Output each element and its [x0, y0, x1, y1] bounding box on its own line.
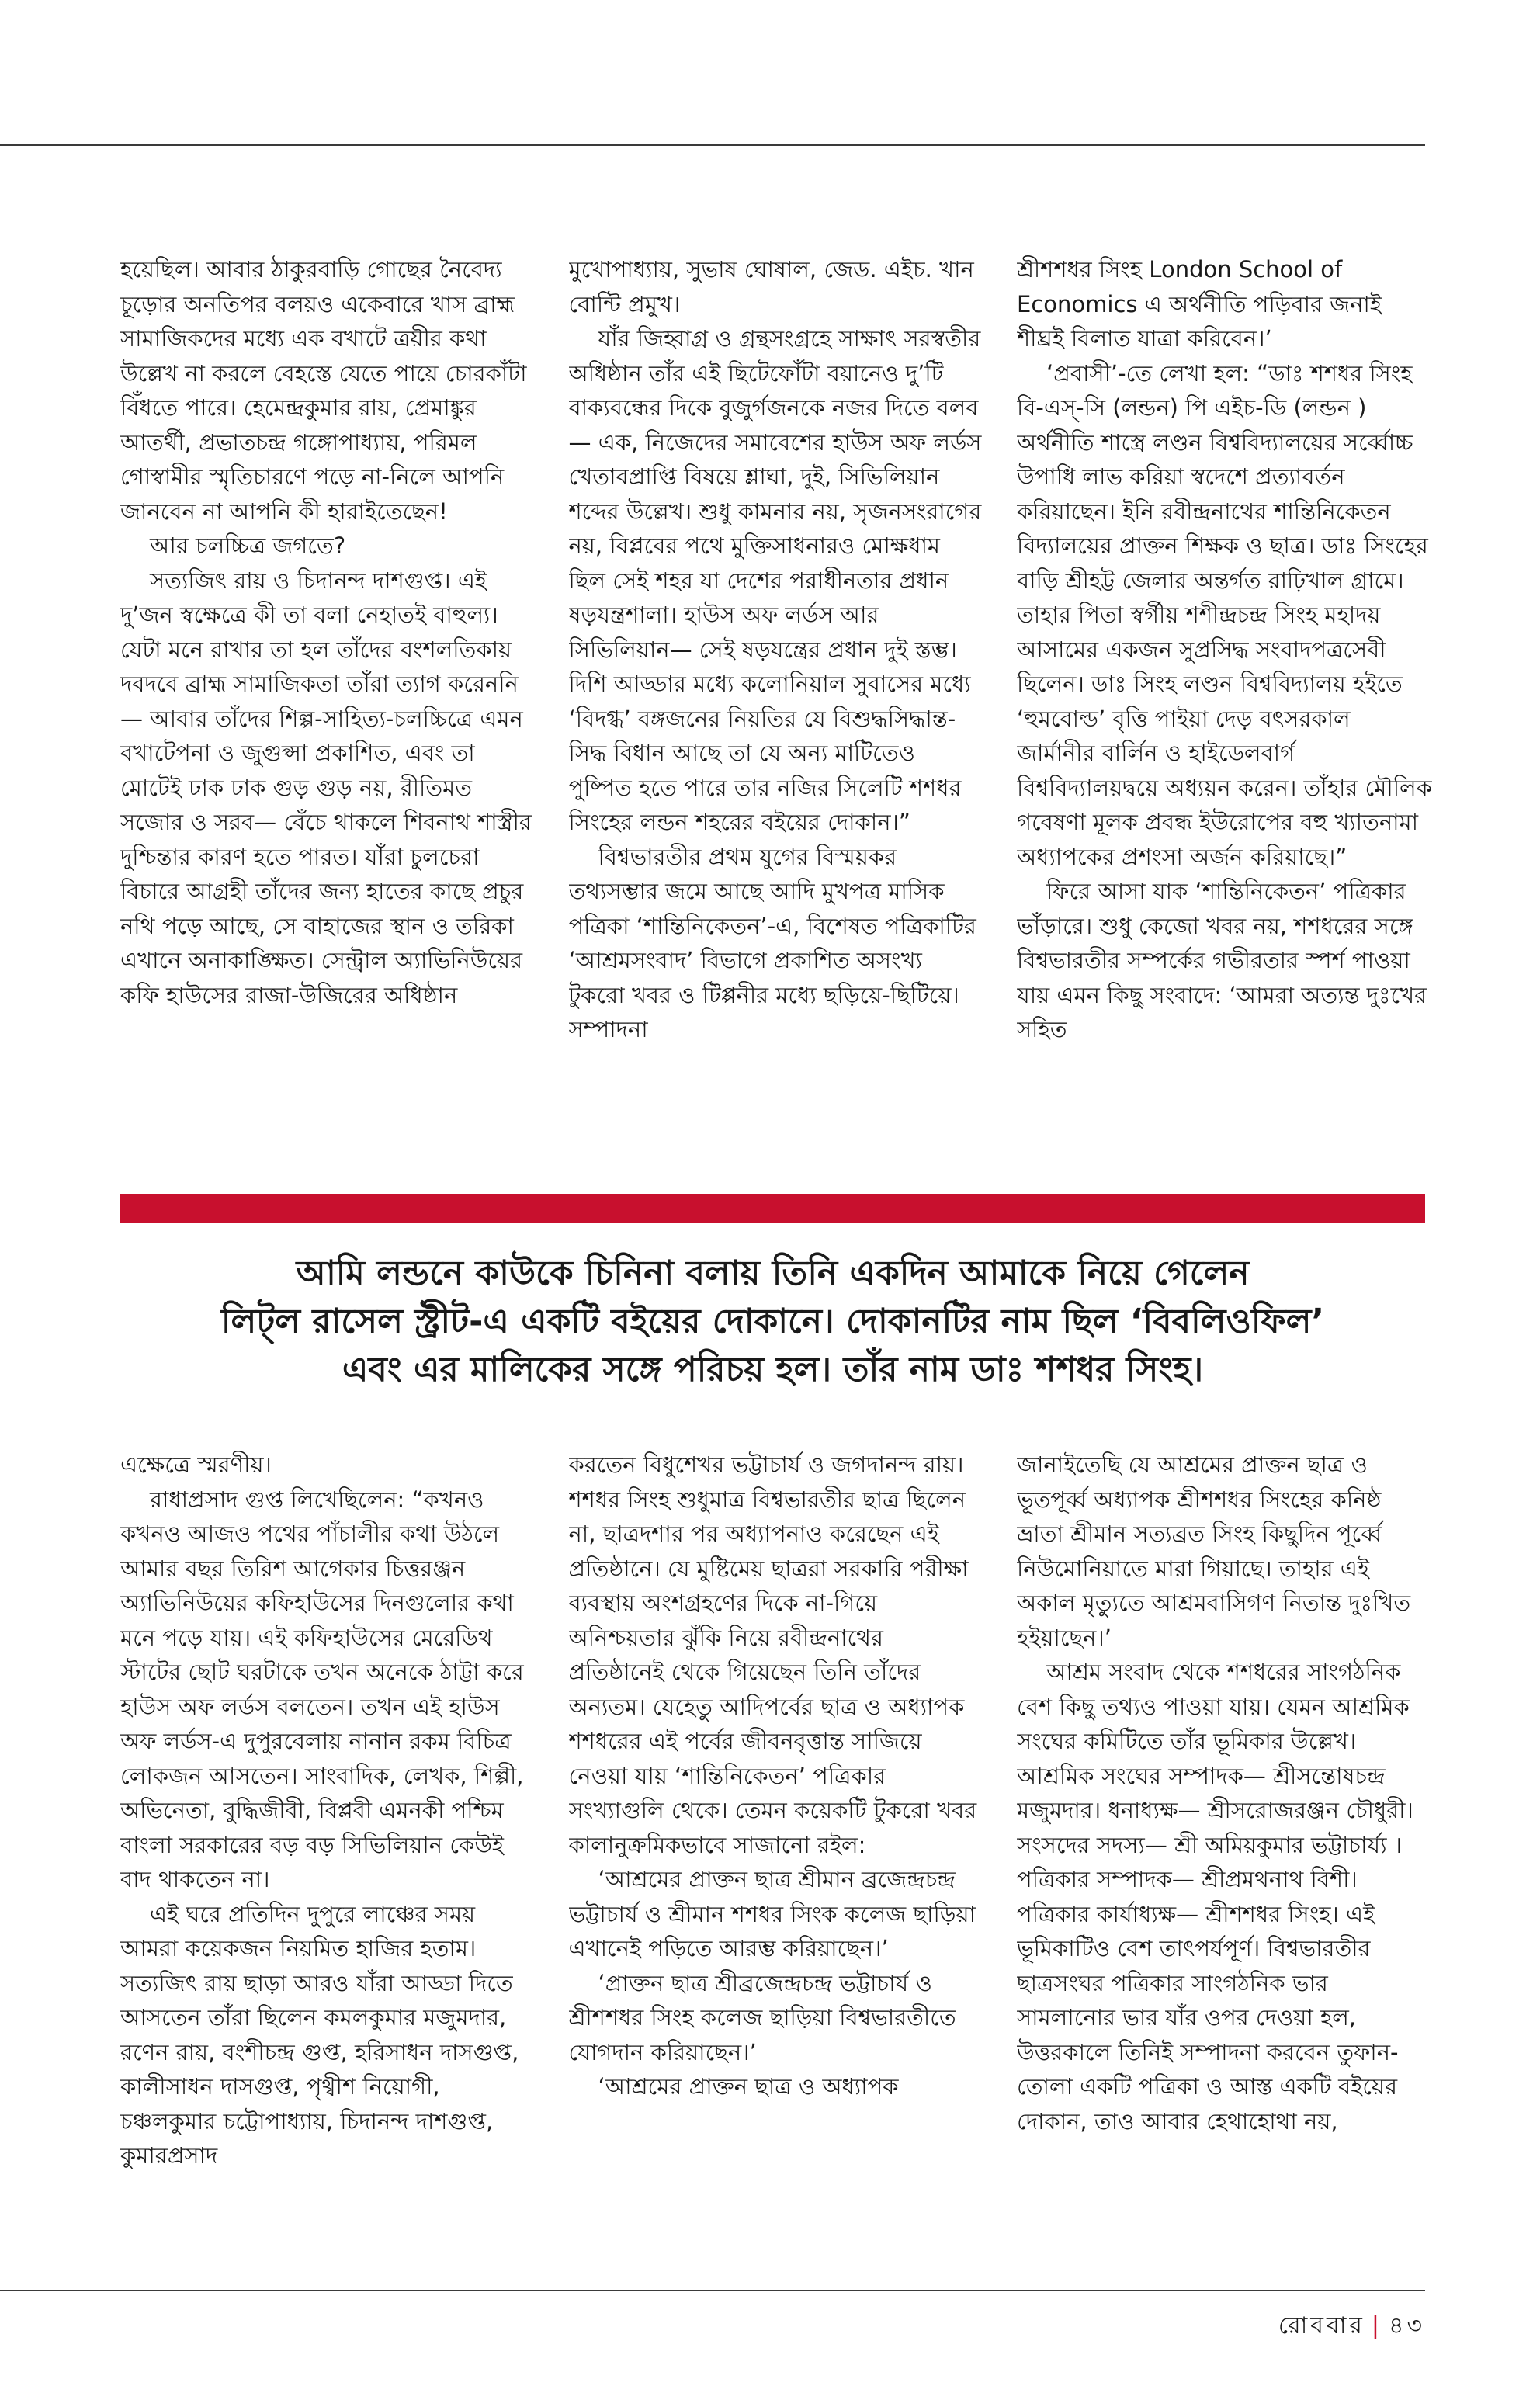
paragraph: এক্ষেত্রে স্মরণীয়।	[120, 1451, 272, 1478]
bottom-column-3	[1017, 1448, 1432, 2263]
paragraph: মুখোপাধ্যায়, সুভাষ ঘোষাল, জেড. এইচ. খান বোন্টি প্রমুখ।	[568, 256, 974, 317]
top-column-1	[120, 252, 536, 1184]
bottom-column-2	[569, 1448, 984, 2263]
top-rule	[0, 144, 1425, 146]
paragraph: করতেন বিধুশেখর ভট্টাচার্য ও জগদানন্দ রায়। শশধর সিংহ শুধুমাত্র বিশ্বভারতীর ছাত্র ছিলেন না, ছাত্রদশার পর অধ্যাপনাও করেছেন এই প্রতিষ্ঠানে। যে মুষ্টিমেয় ছাত্ররা সরকারি পরীক্ষা ব্যবস্থায় অংশগ্রহণের দিকে না-গিয়ে অনিশ্চয়তার ঝুঁকি নিয়ে রবীন্দ্রনাথের প্রতিষ্ঠানেই থেকে গিয়েছেন তিনি তাঁদের অন্যতম। যেহেতু আদিপর্বের ছাত্র ও অধ্যাপক শশধরের এই পর্বের জীবনবৃত্তান্ত সাজিয়ে নেওয়া যায় ‘শান্তিনিকেতন’ পত্রিকার সংখ্যাগুলি থেকে। তেমন কয়েকটি টুকরো খবর কালানুক্রমিকভাবে সাজানো রইল:	[568, 1451, 977, 1858]
paragraph: আর চলচ্চিত্র জগতে?	[150, 532, 346, 559]
pull-quote-line: লিট্‌ল রাসেল স্ট্রীট-এ একটি বইয়ের দোকানে। দোকানটির নাম ছিল ‘বিবলিওফিল’	[220, 1302, 1325, 1341]
paragraph: জানাইতেছি যে আশ্রমের প্রাক্তন ছাত্র ও ভূতপূর্ব্ব অধ্যাপক শ্রীশশধর সিংহের কনিষ্ঠ ভ্রাতা শ্রীমান সত্যব্রত সিংহ কিছুদিন পূর্ব্বে নিউমোনিয়াতে মারা গিয়াছে। তাহার এই অকাল মৃত্যুতে আশ্রমবাসিগণ নিতান্ত দুঃখিত হইয়াছেন।’	[1017, 1451, 1411, 1651]
pull-quote-line: এবং এর মালিকের সঙ্গে পরিচয় হল। তাঁর নাম ডাঃ শশধর সিংহ।	[342, 1350, 1204, 1389]
top-column-3	[1017, 252, 1432, 1184]
paragraph: সত্যজিৎ রায় ও চিদানন্দ দাশগুপ্ত। এই দু’জন স্বক্ষেত্রে কী তা বলা নেহাতই বাহুল্য। যেটা মনে রাখার তা হল তাঁদের বংশলতিকায় দবদবে ব্রাহ্ম সামাজিকতা তাঁরা ত্যাগ করেননি— আবার তাঁদের শিল্প-সাহিত্য-চলচ্চিত্রে এমন বখাটেপনা ও জুগুপ্সা প্রকাশিত, এবং তা মোটেই ঢাক ঢাক গুড় গুড় নয়, রীতিমত সজোর ও সরব— বেঁচে থাকলে শিবনাথ শাস্ত্রীর দুশ্চিন্তার কারণ হতে পারত। যাঁরা চুলচেরা বিচারে আগ্রহী তাঁদের জন্য হাতের কাছে প্রচুর নথি পড়ে আছে, সে বাহাজের স্থান ও তরিকা এখানে অনাকাঙ্ক্ষিত। সেন্ট্রাল অ্যাভিনিউয়ের কফি হাউসের রাজা-উজিরের অধিষ্ঠান	[120, 567, 532, 1008]
magazine-name: রোববার	[1278, 2312, 1365, 2339]
paragraph: ফিরে আসা যাক ‘শান্তিনিকেতন’ পত্রিকার ভাঁড়ারে। শুধু কেজো খবর নয়, শশধরের সঙ্গে বিশ্বভারতীর সম্পর্কের গভীরতার স্পর্শ পাওয়া যায় এমন কিছু সংবাদে: ‘আমরা অত্যন্ত দুঃখের সহিত	[1017, 878, 1427, 1042]
bottom-text-section	[120, 1448, 1432, 2263]
footer-separator: |	[1371, 2312, 1383, 2339]
top-text-section	[120, 252, 1432, 1184]
paragraph: যাঁর জিহ্বাগ্র ও গ্রন্থসংগ্রহে সাক্ষাৎ সরস্বতীর অধিষ্ঠান তাঁর এই ছিটেফোঁটা বয়ানেও দু’টি বাক্যবন্ধের দিকে বুজুর্গজনকে নজর দিতে বলব— এক, নিজেদের সমাবেশের হাউস অফ লর্ডস খেতাবপ্রাপ্তি বিষয়ে শ্লাঘা, দুই, সিভিলিয়ান শব্দের উল্লেখ। শুধু কামনার নয়, সৃজনসংরাগের নয়, বিপ্লবের পথে মুক্তিসাধনারও মোক্ষধাম ছিল সেই শহর যা দেশের পরাধীনতার প্রধান ষড়যন্ত্রশালা। হাউস অফ লর্ডস আর সিভিলিয়ান— সেই ষড়যন্ত্রের প্রধান দুই স্তম্ভ। দিশি আড্ডার মধ্যে কলোনিয়াল সুবাসের মধ্যে ‘বিদগ্ধ’ বঙ্গজনের নিয়তির যে বিশুদ্ধসিদ্ধান্ত-সিদ্ধ বিধান আছে তা যে অন্য মাটিতেও পুষ্পিত হতে পারে তার নজির সিলেটি শশধর সিংহের লন্ডন শহরের বইয়ের দোকান।”	[568, 325, 982, 835]
pull-quote	[120, 1250, 1425, 1420]
paragraph: ‘আশ্রমের প্রাক্তন ছাত্র ও অধ্যাপক	[598, 2073, 899, 2100]
red-divider-band	[120, 1194, 1425, 1223]
paragraph: এই ঘরে প্রতিদিন দুপুরে লাঞ্চের সময় আমরা কয়েকজন নিয়মিত হাজির হতাম। সত্যজিৎ রায় ছাড়া আরও যাঁরা আড্ডা দিতে আসতেন তাঁরা ছিলেন কমলকুমার মজুমদার, রণেন রায়, বংশীচন্দ্র গুপ্ত, হরিসাধন দাসগুপ্ত, কালীসাধন দাসগুপ্ত, পৃথ্বীশ নিয়োগী, চঞ্চলকুমার চট্টোপাধ্যায়, চিদানন্দ দাশগুপ্ত, কুমারপ্রসাদ	[120, 1900, 519, 2169]
pull-quote-line: আমি লন্ডনে কাউকে চিনিনা বলায় তিনি একদিন আমাকে নিয়ে গেলেন	[296, 1254, 1250, 1293]
bottom-column-1	[120, 1448, 536, 2263]
paragraph: রাধাপ্রসাদ গুপ্ত লিখেছিলেন: “কখনও কখনও আজও পথের পাঁচালীর কথা উঠলে আমার বছর তিরিশ আগেকার চিত্তরঞ্জন অ্যাভিনিউয়ের কফিহাউসের দিনগুলোর কথা মনে পড়ে যায়। এই কফিহাউসের মেরেডিথ স্টাটের ছোট ঘরটাকে তখন অনেকে ঠাট্টা করে হাউস অফ লর্ডস বলতেন। তখন এই হাউস অফ লর্ডস-এ দুপুরবেলায় নানান রকম বিচিত্র লোকজন আসতেন। সাংবাদিক, লেখক, শিল্পী, অভিনেতা, বুদ্ধিজীবী, বিপ্লবী এমনকী পশ্চিম বাংলা সরকারের বড় বড় সিভিলিয়ান কেউই বাদ থাকতেন না।	[120, 1486, 524, 1892]
paragraph: বিশ্বভারতীর প্রথম যুগের বিস্ময়কর তথ্যসম্ভার জমে আছে আদি মুখপত্র মাসিক পত্রিকা ‘শান্তিনিকেতন’-এ, বিশেষত পত্রিকাটির ‘আশ্রমসংবাদ’ বিভাগে প্রকাশিত অসংখ্য টুকরো খবর ও টিপ্পনীর মধ্যে ছড়িয়ে-ছিটিয়ে। সম্পাদনা	[568, 843, 976, 1042]
paragraph: শ্রীশশধর সিংহ London School of Economics এ অর্থনীতি পড়িবার জনাই শীঘ্রই বিলাত যাত্রা করিবেন।’	[1017, 256, 1382, 352]
page-footer	[1278, 2307, 1425, 2346]
paragraph: ‘প্রবাসী’-তে লেখা হল: “ডাঃ শশধর সিংহ বি-এস্-সি (লন্ডন) পি এইচ-ডি (লন্ডন ) অর্থনীতি শাস্ত্রে লণ্ডন বিশ্ববিদ্যালয়ের সর্ব্বোচ্চ উপাধি লাভ করিয়া স্বদেশে প্রত্যাবর্তন করিয়াছেন। ইনি রবীন্দ্রনাথের শান্তিনিকেতন বিদ্যালয়ের প্রাক্তন শিক্ষক ও ছাত্র। ডাঃ সিংহের বাড়ি শ্রীহট্ট জেলার অন্তর্গত রাঢ়িখাল গ্রামে। তাহার পিতা স্বর্গীয় শশীন্দ্রচন্দ্র সিংহ মহাদয় আসামের একজন সুপ্রসিদ্ধ সংবাদপত্রসেবী ছিলেন। ডাঃ সিংহ লণ্ডন বিশ্ববিদ্যালয় হইতে ‘হুমবোল্ড’ বৃত্তি পাইয়া দেড় বৎসরকাল জার্মানীর বার্লিন ও হাইডেলবার্গ বিশ্ববিদ্যালয়দ্বয়ে অধ্যয়ন করেন। তাঁহার মৌলিক গবেষণা মূলক প্রবন্ধ ইউরোপের বহু খ্যাতনামা অধ্যাপকের প্রশংসা অর্জন করিয়াছে।”	[1017, 359, 1432, 870]
top-column-2	[569, 252, 984, 1184]
paragraph: আশ্রম সংবাদ থেকে শশধরের সাংগঠনিক বেশ কিছু তথ্যও পাওয়া যায়। যেমন আশ্রমিক সংঘের কমিটিতে তাঁর ভূমিকার উল্লেখ। আশ্রমিক সংঘের সম্পাদক— শ্রীসন্তোষচন্দ্র মজুমদার। ধনাধ্যক্ষ— শ্রীসরোজরঞ্জন চৌধুরী। সংসদের সদস্য— শ্রী অমিয়কুমার ভট্টাচার্য্য । পত্রিকার সম্পাদক— শ্রীপ্রমথনাথ বিশী। পত্রিকার কার্যাধ্যক্ষ— শ্রীশশধর সিংহ। এই ভূমিকাটিও বেশ তাৎপর্যপূর্ণ। বিশ্বভারতীর ছাত্রসংঘর পত্রিকার সাংগঠনিক ভার সামলানোর ভার যাঁর ওপর দেওয়া হল, উত্তরকালে তিনিই সম্পাদনা করবেন তুফান-তোলা একটি পত্রিকা ও আস্ত একটি বইয়ের দোকান, তাও আবার হেথাহোথা নয়,	[1017, 1659, 1413, 2135]
paragraph: ‘প্রাক্তন ছাত্র শ্রীব্রজেন্দ্রচন্দ্র ভট্টাচার্য ও শ্রীশশধর সিংহ কলেজ ছাড়িয়া বিশ্বভারতীতে যোগদান করিয়াছেন।’	[568, 1969, 956, 2065]
page-number: ৪৩	[1389, 2312, 1425, 2339]
paragraph: হয়েছিল। আবার ঠাকুরবাড়ি গোছের নৈবেদ্য চূড়োর অনতিপর বলয়ও একেবারে খাস ব্রাহ্ম সামাজিকদের মধ্যে এক বখাটে ত্রয়ীর কথা উল্লেখ না করলে বেহস্তে যেতে পায়ে চোরকাঁটা বিঁধতে পারে। হেমেন্দ্রকুমার রায়, প্রেমাঙ্কুর আতর্থী, প্রভাতচন্দ্র গঙ্গোপাধ্যায়, পরিমল গোস্বামীর স্মৃতিচারণে পড়ে না-নিলে আপনি জানবেন না আপনি কী হারাইতেছেন!	[120, 256, 527, 525]
bottom-rule	[0, 2290, 1425, 2291]
paragraph: ‘আশ্রমের প্রাক্তন ছাত্র শ্রীমান ব্রজেন্দ্রচন্দ্র ভট্টাচার্য ও শ্রীমান শশধর সিংক কলেজ ছাড়িয়া এখানেই পড়িতে আরম্ভ করিয়াছেন।’	[568, 1866, 976, 1961]
